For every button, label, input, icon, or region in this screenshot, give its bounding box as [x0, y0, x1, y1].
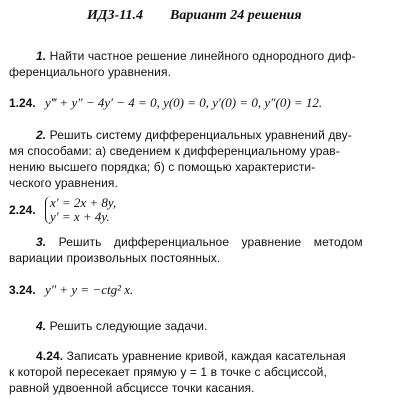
task-2-line-1	[0, 127, 400, 143]
task-1-equation: y‴ + y″ − 4y′ − 4 = 0, y(0) = 0, y′(0) = 0, y″(0) = 12.	[44, 95, 323, 110]
task-4	[0, 318, 400, 334]
task-2-text-3: нению высшего порядка; б) с помощью характеристи-	[9, 160, 316, 174]
task-4-text: Решить следующие задачи.	[49, 319, 208, 333]
task-2-eq-1: x′ = 2x + 8y,	[49, 195, 117, 210]
task-2-system	[45, 196, 116, 224]
task-2	[0, 127, 400, 191]
task-1-text-2: ференциального уравнения.	[9, 65, 171, 79]
task-1-line-2	[0, 64, 400, 80]
task-3-label: 3.24.	[9, 283, 36, 297]
task-4-label: 4.24.	[36, 349, 64, 363]
task-4-number: 4.	[36, 319, 47, 333]
task-4-problem-line-2	[0, 364, 400, 380]
task-1	[0, 48, 400, 80]
task-2-number: 2.	[36, 128, 47, 142]
task-4-problem-text-2: к которой пересекает прямую y = 1 в точке с абсциссой,	[9, 365, 327, 379]
task-3-equation-row	[9, 282, 400, 298]
task-2-label: 2.24.	[9, 203, 36, 217]
task-1-number: 1.	[36, 49, 47, 63]
task-1-text-1: Найти частное решение линейного однородного диф-	[49, 49, 356, 63]
task-3-line-2	[0, 250, 400, 266]
task-3-text-1: Решить дифференциальное уравнение методом	[58, 235, 363, 249]
task-2-line-4	[0, 175, 400, 191]
task-4-line-1	[0, 318, 400, 334]
task-3-line-1	[0, 234, 400, 250]
task-4-problem-line-1	[0, 348, 400, 364]
task-2-text-1: Решить систему дифференциальных уравнений дву-	[49, 128, 352, 142]
task-3-equation: y″ + y = −ctg² x.	[44, 282, 134, 297]
task-1-label: 1.24.	[9, 96, 36, 110]
task-1-equation-row	[9, 95, 400, 111]
task-4-problem	[0, 348, 400, 396]
task-2-text-2: мя способами: а) сведением к дифференциальному урав-	[9, 144, 340, 158]
task-4-problem-text-1: Записать уравнение кривой, каждая касательная	[66, 349, 346, 363]
task-2-text-4: ческого уравнения.	[9, 176, 118, 190]
task-2-eq-2: y′ = x + 4y.	[49, 209, 110, 224]
task-2-equation-row	[9, 196, 400, 224]
task-3-number: 3.	[36, 235, 47, 249]
task-4-problem-text-3: равной удвоенной абсциссе точки касания.	[9, 381, 255, 395]
task-2-line-2	[0, 143, 400, 159]
task-1-line-1	[0, 48, 400, 64]
task-3	[0, 234, 400, 266]
header-title: ИДЗ-11.4	[87, 8, 143, 23]
task-2-line-3	[0, 159, 400, 175]
task-3-text-2: вариации произвольных постоянных.	[9, 251, 221, 265]
header-variant: Вариант 24 решения	[170, 8, 302, 23]
task-4-problem-line-3	[0, 380, 400, 396]
